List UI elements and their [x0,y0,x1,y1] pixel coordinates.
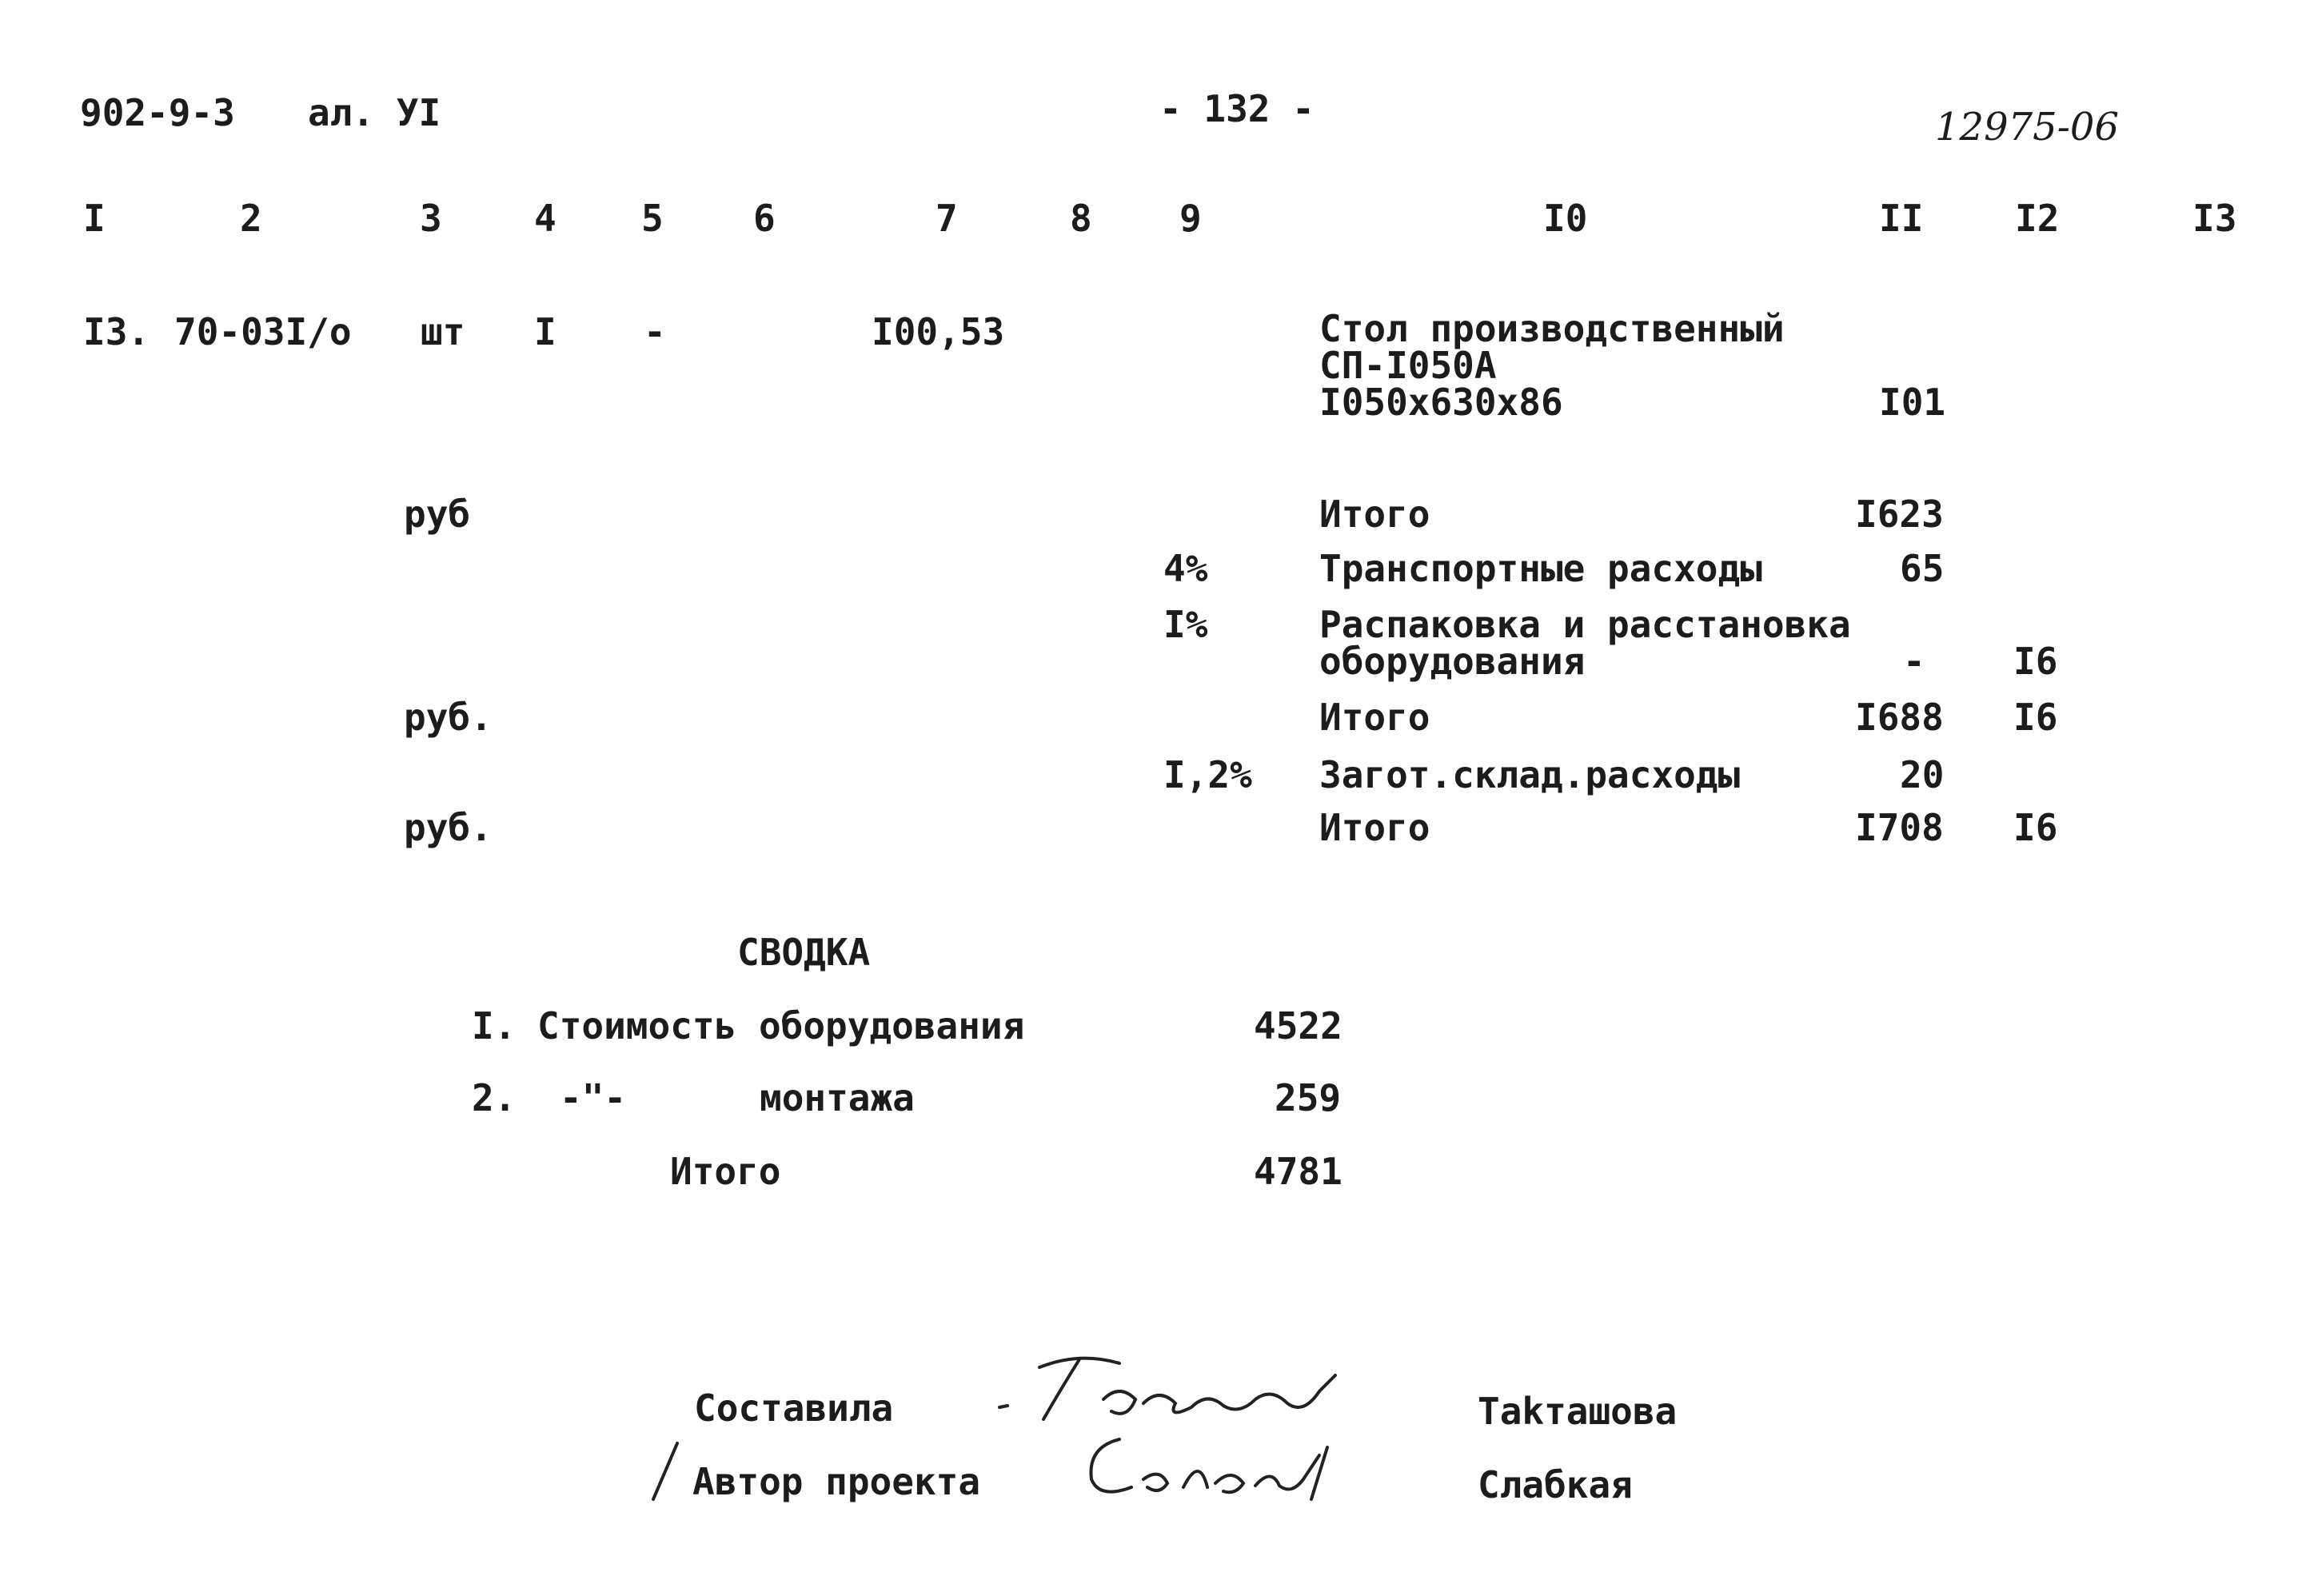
column-number: I2 [2015,197,2060,240]
page-number: - 132 - [1159,87,1315,130]
summary-line1-number: I. [472,1004,517,1047]
column-number: I [83,197,106,240]
column-number: I3 [2192,197,2237,240]
row-label-line2: оборудования [1319,640,1586,683]
row-col12: I6 [2013,640,2058,683]
summary-line2-ditto: -"- [560,1076,627,1119]
row-unit: руб. [404,806,493,849]
summary-total-label: Итого [670,1150,781,1193]
album-number: ал. УI [308,91,441,134]
item-unit: шт [421,310,465,353]
item-col5: - [644,310,666,353]
column-number: 3 [420,197,442,240]
row-unit: руб [404,493,471,536]
column-number: 5 [641,197,664,240]
row-col11: I708 [1855,806,1944,849]
row-col11: I623 [1855,493,1944,536]
column-number: I0 [1543,197,1588,240]
row-label: Распаковка и расстановка [1319,603,1851,646]
summary-total-value: 4781 [1254,1150,1343,1193]
item-col11: I01 [1879,381,1946,424]
inventory-number: 12975-06 [1935,105,2119,150]
row-col11: 20 [1900,753,1945,796]
row-label: Итого [1319,493,1430,536]
doc-code: 902-9-3 [80,91,235,134]
column-number: 8 [1070,197,1092,240]
column-number: 2 [240,197,262,240]
item-position: I3. [83,310,150,353]
row-col11: I688 [1855,696,1944,739]
row-col11: 65 [1900,547,1945,590]
signature-compiler [983,1343,1399,1431]
row-label: Загот.склад.расходы [1319,753,1741,796]
summary-line1-label: Стоимость оборудования [537,1004,1025,1047]
column-number: II [1879,197,1924,240]
row-col12: I6 [2013,696,2058,739]
item-quantity: I [534,310,557,353]
column-number: 7 [936,197,958,240]
compiled-by-label: Составила [694,1387,894,1430]
summary-line1-value: 4522 [1254,1004,1343,1047]
row-percent: 4% [1163,547,1208,590]
author-label: Автор проекта [692,1460,981,1503]
column-number: 6 [753,197,776,240]
row-col12: I6 [2013,806,2058,849]
item-name-line1: Стол производственный [1319,307,1785,350]
author-name: Слабкая [1478,1463,1633,1506]
signature-author [1071,1423,1359,1511]
compiled-by-name: Тakташова [1478,1390,1678,1433]
row-percent: I% [1163,603,1208,646]
slash-mark [649,1439,681,1503]
item-name-line3: I050х630х86 [1319,381,1563,424]
item-name-line2: СП-I050А [1319,344,1497,387]
summary-line2-number: 2. [472,1076,517,1119]
summary-line2-value: 259 [1275,1076,1342,1119]
row-unit: руб. [404,696,493,739]
summary-line2-label: монтажа [760,1076,915,1119]
row-col11: - [1903,640,1925,683]
row-label: Транспортные расходы [1319,547,1762,590]
column-number: 4 [534,197,557,240]
row-label: Итого [1319,806,1430,849]
row-label: Итого [1319,696,1430,739]
item-code: 70-03I/о [174,310,352,353]
item-price: I00,53 [872,310,1005,353]
column-number: 9 [1179,197,1202,240]
summary-title: СВОДКА [737,931,871,974]
row-percent: I,2% [1163,753,1252,796]
